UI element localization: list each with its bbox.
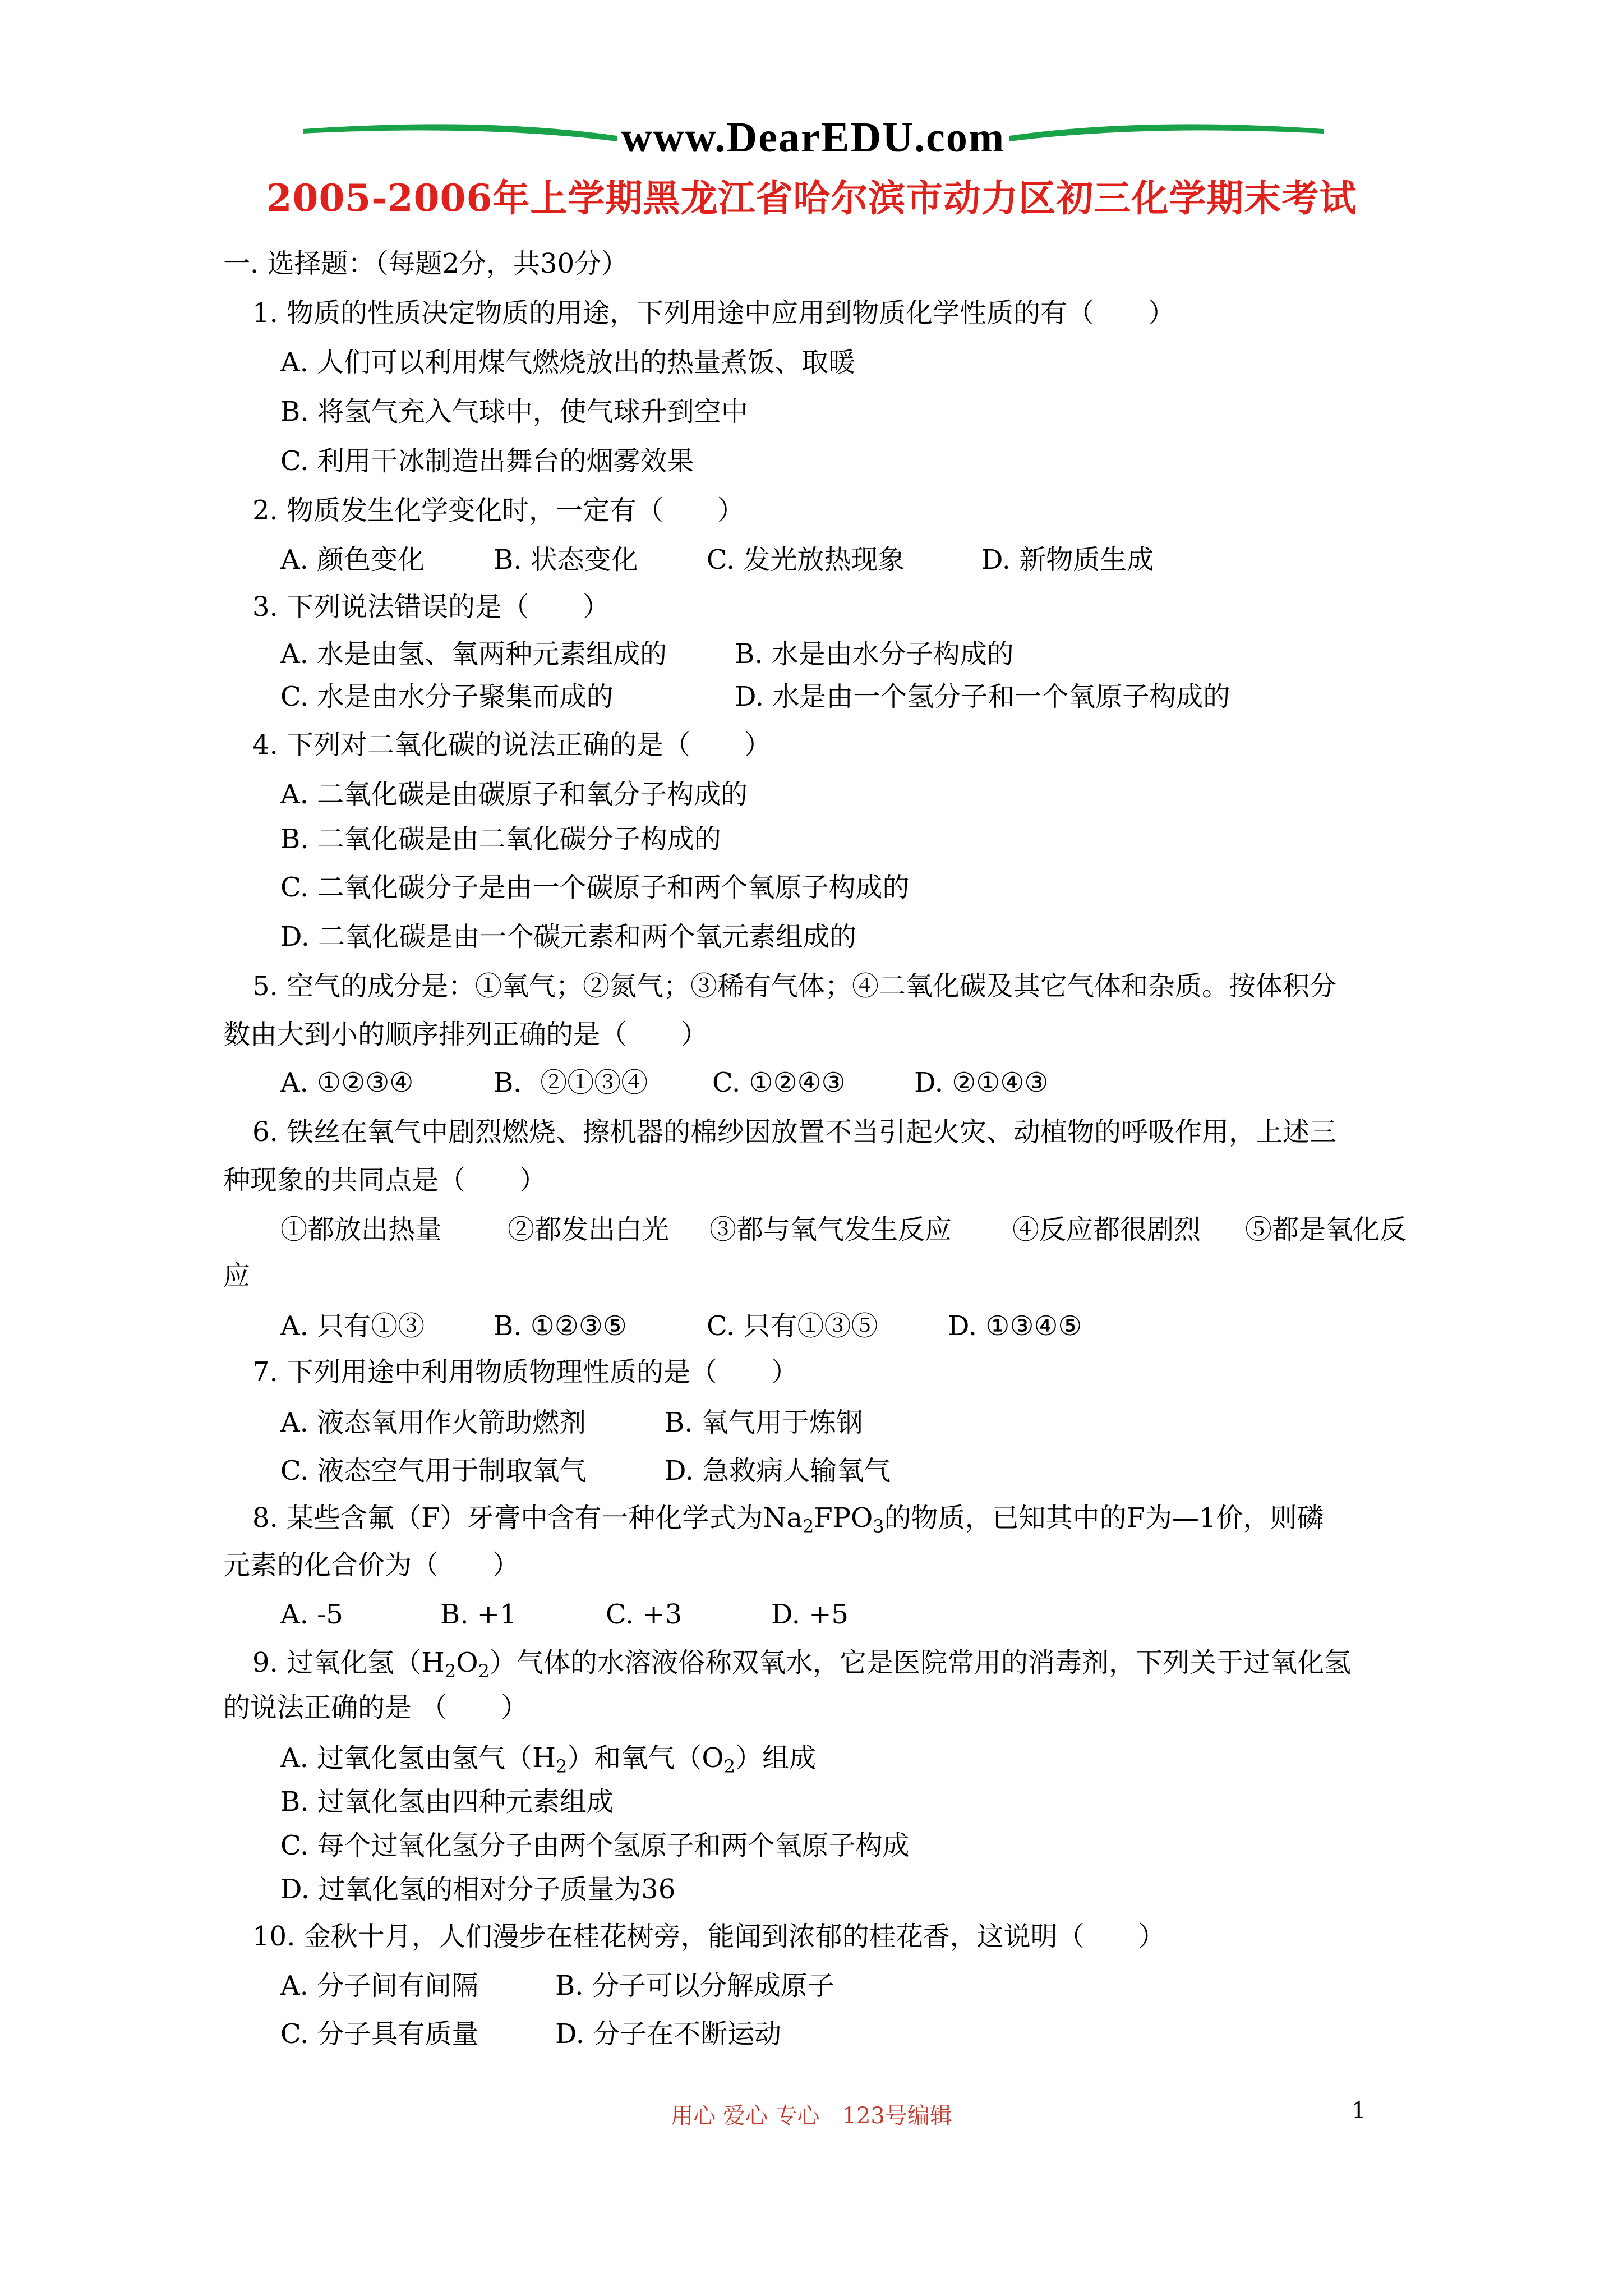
question-10-stem: 10. 金秋十月，人们漫步在桂花树旁，能闻到浓郁的桂花香，这说明（ ） xyxy=(252,1921,1165,1952)
question-10-option-c: C. 分子具有质量 xyxy=(280,2018,479,2050)
question-1-stem: 1. 物质的性质决定物质的用途，下列用途中应用到物质化学性质的有（ ） xyxy=(252,297,1175,329)
question-6-item-5-continued: 应 xyxy=(223,1260,251,1291)
question-3-stem: 3. 下列说法错误的是（ ） xyxy=(252,591,610,623)
question-9-option-b: B. 过氧化氢由四种元素组成 xyxy=(280,1786,614,1818)
question-5-option-b: B．②①③④ xyxy=(494,1067,648,1098)
option-part: ）组成 xyxy=(735,1742,817,1774)
question-1-option-b: B. 将氢气充入气球中，使气球升到空中 xyxy=(280,396,748,427)
question-8-stem-part: 8. 某些含氟（F）牙膏中含有一种化学式为Na xyxy=(252,1502,803,1534)
question-8-stem-part: 的物质，已知其中的F为—1价，则磷 xyxy=(884,1502,1324,1534)
question-10-option-d: D. 分子在不断运动 xyxy=(555,2018,782,2050)
question-2-option-a: A. 颜色变化 xyxy=(280,544,425,576)
question-5-option-d: D. ②①④③ xyxy=(914,1067,1049,1098)
page-number: 1 xyxy=(1352,2098,1366,2124)
question-4-option-d: D. 二氧化碳是由一个碳元素和两个氧元素组成的 xyxy=(280,921,857,953)
site-url: www.DearEDU.com xyxy=(621,114,1006,161)
question-2-stem: 2. 物质发生化学变化时，一定有（ ） xyxy=(252,495,745,526)
question-5-stem-continued: 数由大到小的顺序排列正确的是（ ） xyxy=(223,1019,708,1050)
question-2-option-d: D. 新物质生成 xyxy=(981,544,1154,576)
question-4-stem: 4. 下列对二氧化碳的说法正确的是（ ） xyxy=(252,729,772,761)
question-3-option-c: C. 水是由水分子聚集而成的 xyxy=(280,681,614,712)
question-6-option-c: C. 只有①③⑤ xyxy=(707,1310,878,1342)
exam-title: 2005-2006年上学期黑龙江省哈尔滨市动力区初三化学期末考试 xyxy=(266,176,1357,220)
question-7-option-b: B. 氧气用于炼钢 xyxy=(665,1407,863,1438)
question-2-option-b: B. 状态变化 xyxy=(494,544,638,576)
question-6-option-d: D. ①③④⑤ xyxy=(948,1310,1082,1342)
question-9-stem-part: 9. 过氧化氢（H xyxy=(252,1647,445,1678)
question-6-option-b: B. ①②③⑤ xyxy=(494,1310,627,1342)
question-6-item-1: ①都放出热量 xyxy=(280,1214,442,1245)
question-5-option-a: A. ①②③④ xyxy=(280,1067,414,1098)
subscript: 2 xyxy=(556,1756,568,1777)
subscript: 3 xyxy=(873,1516,884,1537)
question-2-option-c: C. 发光放热现象 xyxy=(707,544,905,576)
question-6-item-3: ③都与氧气发生反应 xyxy=(709,1214,952,1245)
question-7-option-a: A. 液态氧用作火箭助燃剂 xyxy=(280,1407,587,1438)
page-footer: 用心 爱心 专心 123号编辑 xyxy=(671,2103,952,2129)
question-8-option-a: A. -5 xyxy=(280,1599,343,1630)
question-8-option-c: C. +3 xyxy=(606,1599,683,1630)
question-1-option-c: C. 利用干冰制造出舞台的烟雾效果 xyxy=(280,445,694,477)
question-8-stem-part: FPO xyxy=(814,1502,873,1534)
question-9-stem-continued: 的说法正确的是 （ ） xyxy=(223,1692,528,1723)
question-9-option-a xyxy=(280,1741,816,1775)
question-7-option-c: C. 液态空气用于制取氧气 xyxy=(280,1455,587,1487)
question-6-item-2: ②都发出白光 xyxy=(508,1214,670,1245)
question-7-option-d: D. 急救病人输氧气 xyxy=(665,1455,891,1487)
question-6-stem: 6. 铁丝在氧气中剧烈燃烧、擦机器的棉纱因放置不当引起火灾、动植物的呼吸作用，上述三 xyxy=(252,1116,1337,1148)
question-5-option-c: C. ①②④③ xyxy=(712,1067,846,1098)
question-8-option-b: B. +1 xyxy=(440,1599,517,1630)
question-3-option-a: A. 水是由氢、氧两种元素组成的 xyxy=(280,638,667,670)
option-part: A. 过氧化氢由氢气（H xyxy=(280,1742,556,1774)
question-6-item-4: ④反应都很剧烈 xyxy=(1012,1214,1201,1245)
question-9-stem-part: O xyxy=(456,1647,478,1678)
question-6-item-5: ⑤都是氧化反 xyxy=(1245,1214,1407,1245)
question-6-option-a: A. 只有①③ xyxy=(280,1310,425,1342)
question-3-option-d: D. 水是由一个氢分子和一个氧原子构成的 xyxy=(735,681,1230,712)
subscript: 2 xyxy=(478,1660,490,1682)
question-10-option-a: A. 分子间有间隔 xyxy=(280,1970,479,2001)
question-1-option-a: A. 人们可以利用煤气燃烧放出的热量煮饭、取暖 xyxy=(280,347,856,378)
subscript: 2 xyxy=(444,1660,457,1682)
question-10-option-b: B. 分子可以分解成原子 xyxy=(555,1970,834,2001)
question-5-stem: 5. 空气的成分是：①氧气；②氮气；③稀有气体；④二氧化碳及其它气体和杂质。按体积分 xyxy=(252,970,1337,1002)
question-6-stem-continued: 种现象的共同点是（ ） xyxy=(223,1165,547,1196)
subscript: 2 xyxy=(723,1756,736,1777)
section-heading: 一. 选择题：（每题2分，共30分） xyxy=(223,248,629,279)
subscript: 2 xyxy=(802,1516,814,1537)
question-9-stem xyxy=(252,1646,1351,1680)
question-3-option-b: B. 水是由水分子构成的 xyxy=(735,638,1014,670)
question-8-stem-continued: 元素的化合价为（ ） xyxy=(223,1549,520,1581)
question-8-stem xyxy=(252,1501,1324,1535)
question-9-option-d: D. 过氧化氢的相对分子质量为36 xyxy=(280,1874,676,1905)
question-8-option-d: D. +5 xyxy=(771,1599,849,1630)
question-9-option-c: C. 每个过氧化氢分子由两个氢原子和两个氧原子构成 xyxy=(280,1830,910,1861)
option-part: ）和氧气（O xyxy=(567,1742,724,1774)
question-4-option-b: B. 二氧化碳是由二氧化碳分子构成的 xyxy=(280,823,721,855)
question-4-option-c: C. 二氧化碳分子是由一个碳原子和两个氧原子构成的 xyxy=(280,872,910,903)
site-banner xyxy=(303,107,1324,168)
question-9-stem-part: ）气体的水溶液俗称双氧水，它是医院常用的消毒剂，下列关于过氧化氢 xyxy=(490,1647,1352,1678)
question-7-stem: 7. 下列用途中利用物质物理性质的是（ ） xyxy=(252,1356,799,1388)
question-4-option-a: A. 二氧化碳是由碳原子和氧分子构成的 xyxy=(280,779,748,810)
